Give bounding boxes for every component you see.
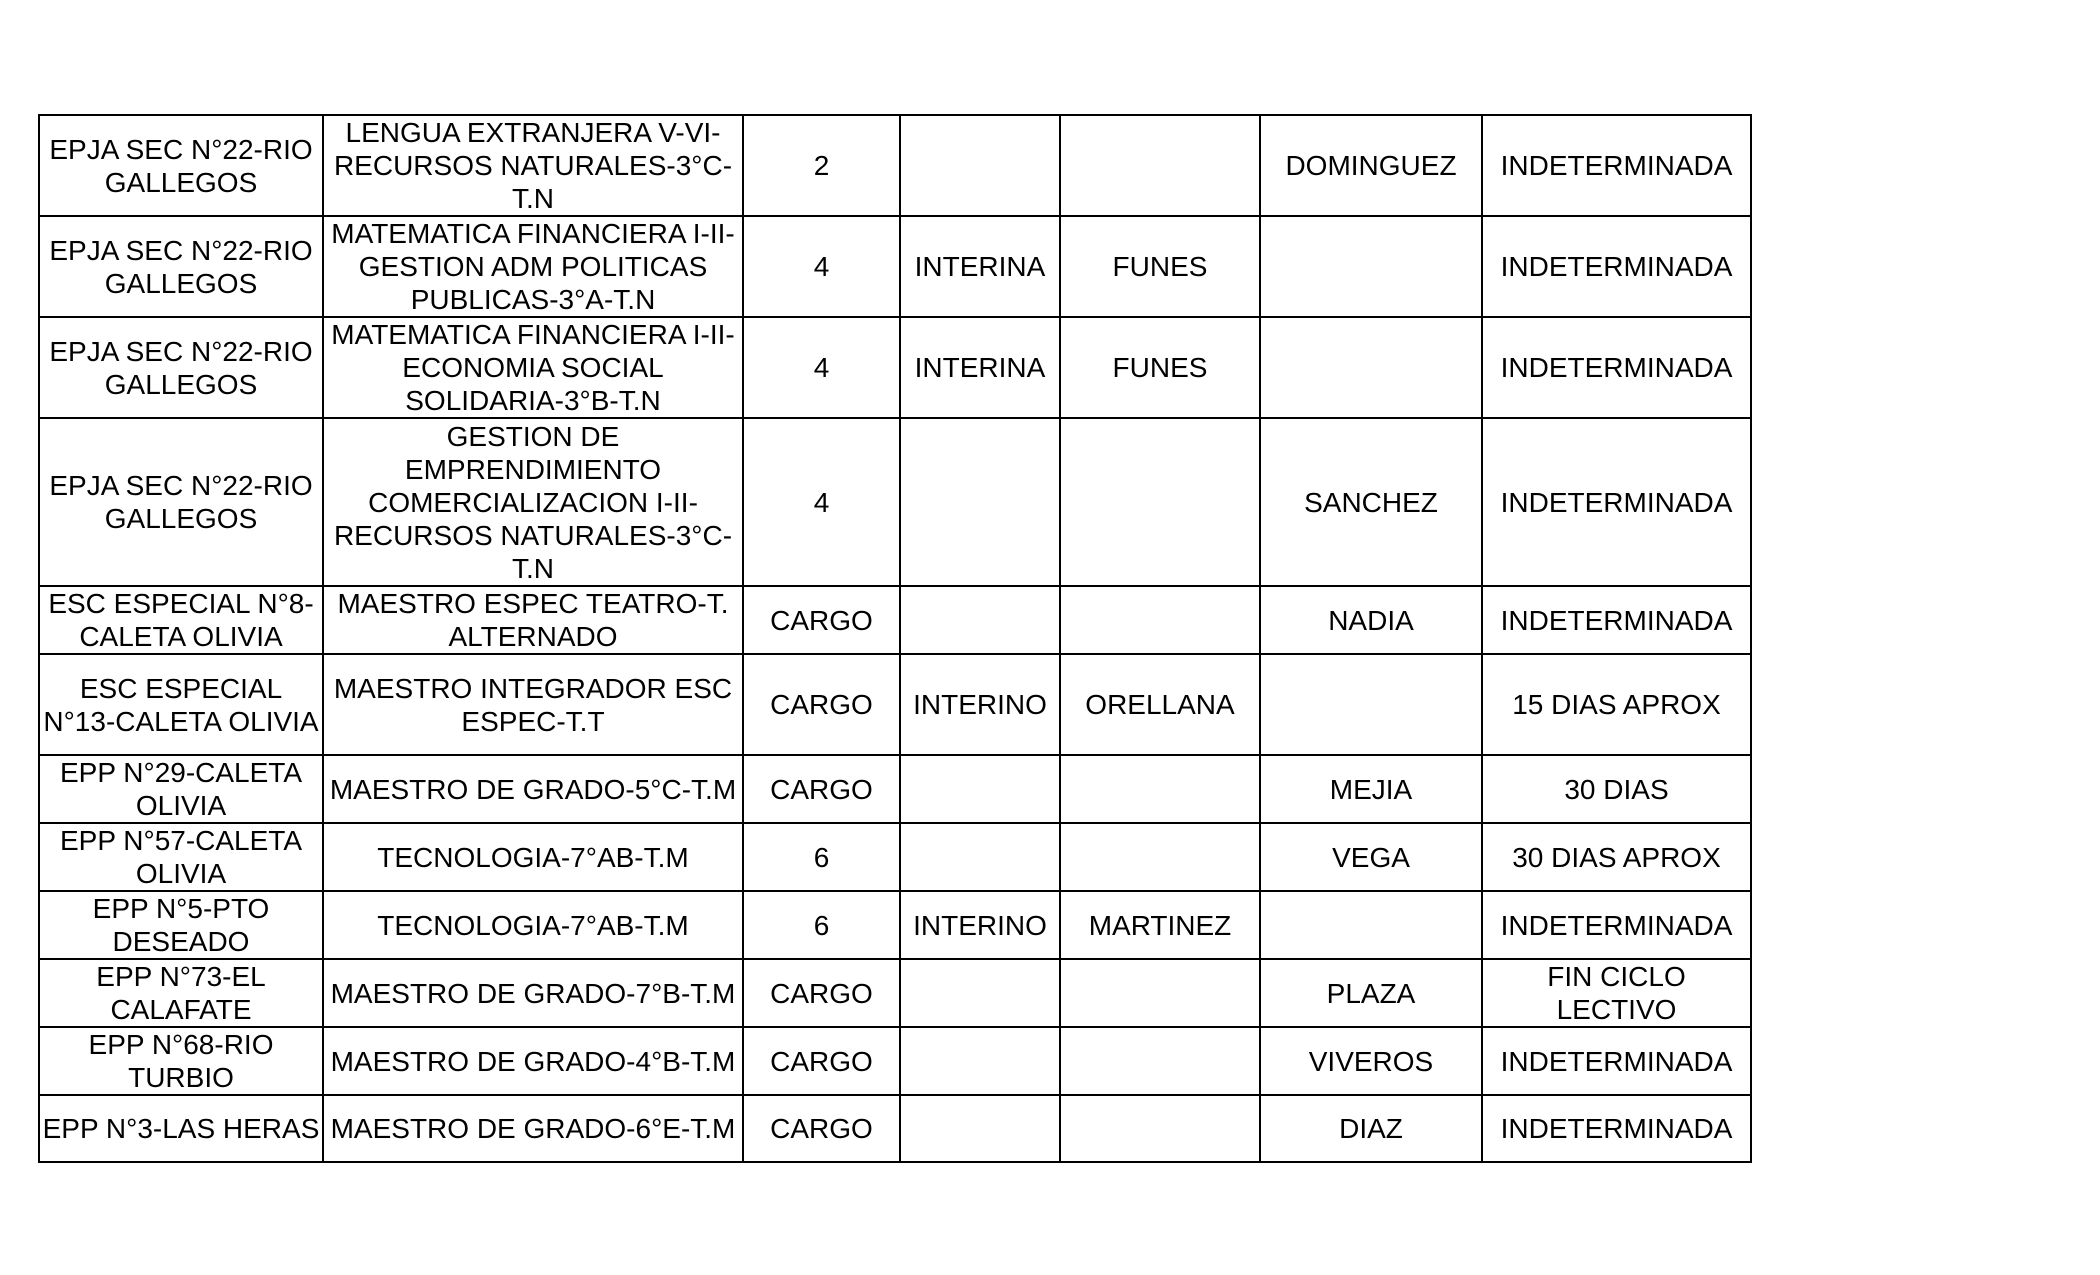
cell-docente [1260,216,1482,317]
cell-docente-saliente [1060,418,1260,586]
table-row [39,654,1751,755]
cell-docente: NADIA [1260,586,1482,654]
cell-escuela: ESC ESPECIAL N°13-CALETA OLIVIA [39,654,323,755]
cell-duracion: INDETERMINADA [1482,586,1751,654]
cell-docente-saliente [1060,755,1260,823]
cell-duracion: INDETERMINADA [1482,115,1751,216]
table-row [39,959,1751,1027]
cell-materia: TECNOLOGIA-7°AB-T.M [323,823,743,891]
cell-docente-saliente: FUNES [1060,317,1260,418]
cell-escuela: EPJA SEC N°22-RIO GALLEGOS [39,317,323,418]
table-row [39,1027,1751,1095]
table-row [39,891,1751,959]
cell-duracion: INDETERMINADA [1482,418,1751,586]
cell-horas: CARGO [743,586,900,654]
cell-situacion: INTERINA [900,216,1060,317]
cell-materia: MAESTRO DE GRADO-7°B-T.M [323,959,743,1027]
cell-docente: MEJIA [1260,755,1482,823]
cell-escuela: EPP N°68-RIO TURBIO [39,1027,323,1095]
cell-situacion [900,1027,1060,1095]
table-row [39,418,1751,586]
cell-duracion: INDETERMINADA [1482,1095,1751,1162]
cell-escuela: EPP N°29-CALETA OLIVIA [39,755,323,823]
cell-docente-saliente: MARTINEZ [1060,891,1260,959]
cell-situacion [900,823,1060,891]
cell-duracion: 15 DIAS APROX [1482,654,1751,755]
cell-materia: MAESTRO DE GRADO-5°C-T.M [323,755,743,823]
cell-escuela: EPP N°73-EL CALAFATE [39,959,323,1027]
cell-docente-saliente: ORELLANA [1060,654,1260,755]
cell-materia: GESTION DE EMPRENDIMIENTO COMERCIALIZACION I-II-RECURSOS NATURALES-3°C-T.N [323,418,743,586]
cell-docente [1260,317,1482,418]
cell-materia: MAESTRO DE GRADO-6°E-T.M [323,1095,743,1162]
cell-escuela: EPP N°5-PTO DESEADO [39,891,323,959]
cell-escuela: ESC ESPECIAL N°8-CALETA OLIVIA [39,586,323,654]
cell-escuela: EPJA SEC N°22-RIO GALLEGOS [39,216,323,317]
cell-duracion: INDETERMINADA [1482,891,1751,959]
cell-docente-saliente [1060,1027,1260,1095]
cell-escuela: EPP N°3-LAS HERAS [39,1095,323,1162]
cell-horas: CARGO [743,654,900,755]
cell-horas: CARGO [743,755,900,823]
cell-duracion: INDETERMINADA [1482,216,1751,317]
cell-duracion: 30 DIAS APROX [1482,823,1751,891]
table-row [39,317,1751,418]
cell-escuela: EPJA SEC N°22-RIO GALLEGOS [39,115,323,216]
cell-duracion: INDETERMINADA [1482,317,1751,418]
cell-situacion [900,1095,1060,1162]
cell-duracion: INDETERMINADA [1482,1027,1751,1095]
table-row [39,216,1751,317]
cell-materia: MAESTRO DE GRADO-4°B-T.M [323,1027,743,1095]
cell-situacion [900,418,1060,586]
cell-situacion [900,115,1060,216]
cell-docente: DIAZ [1260,1095,1482,1162]
cell-horas: 6 [743,891,900,959]
cell-situacion: INTERINA [900,317,1060,418]
cell-horas: 6 [743,823,900,891]
cell-docente: PLAZA [1260,959,1482,1027]
cell-escuela: EPP N°57-CALETA OLIVIA [39,823,323,891]
cell-docente-saliente [1060,115,1260,216]
cell-docente: VIVEROS [1260,1027,1482,1095]
cell-docente [1260,654,1482,755]
cell-docente: DOMINGUEZ [1260,115,1482,216]
table-row [39,823,1751,891]
table-row [39,1095,1751,1162]
cell-horas: 4 [743,216,900,317]
cell-docente: SANCHEZ [1260,418,1482,586]
cell-horas: CARGO [743,1027,900,1095]
cell-materia: LENGUA EXTRANJERA V-VI-RECURSOS NATURALES-3°C-T.N [323,115,743,216]
table-row [39,586,1751,654]
cell-horas: CARGO [743,1095,900,1162]
cell-situacion: INTERINO [900,654,1060,755]
cell-materia: MATEMATICA FINANCIERA I-II-GESTION ADM POLITICAS PUBLICAS-3°A-T.N [323,216,743,317]
cell-situacion [900,586,1060,654]
cell-situacion [900,959,1060,1027]
cell-duracion: FIN CICLO LECTIVO [1482,959,1751,1027]
cell-docente [1260,891,1482,959]
cell-horas: 2 [743,115,900,216]
table-row [39,755,1751,823]
cell-duracion: 30 DIAS [1482,755,1751,823]
cell-horas: CARGO [743,959,900,1027]
cell-materia: TECNOLOGIA-7°AB-T.M [323,891,743,959]
cell-materia: MAESTRO ESPEC TEATRO-T. ALTERNADO [323,586,743,654]
table-row [39,115,1751,216]
cell-materia: MATEMATICA FINANCIERA I-II-ECONOMIA SOCIAL SOLIDARIA-3°B-T.N [323,317,743,418]
cell-docente-saliente [1060,1095,1260,1162]
cell-docente-saliente [1060,959,1260,1027]
cell-situacion: INTERINO [900,891,1060,959]
vacancy-table [38,114,1752,1163]
cell-situacion [900,755,1060,823]
cell-escuela: EPJA SEC N°22-RIO GALLEGOS [39,418,323,586]
cell-docente: VEGA [1260,823,1482,891]
cell-horas: 4 [743,317,900,418]
cell-docente-saliente [1060,823,1260,891]
cell-materia: MAESTRO INTEGRADOR ESC ESPEC-T.T [323,654,743,755]
cell-horas: 4 [743,418,900,586]
cell-docente-saliente [1060,586,1260,654]
cell-docente-saliente: FUNES [1060,216,1260,317]
